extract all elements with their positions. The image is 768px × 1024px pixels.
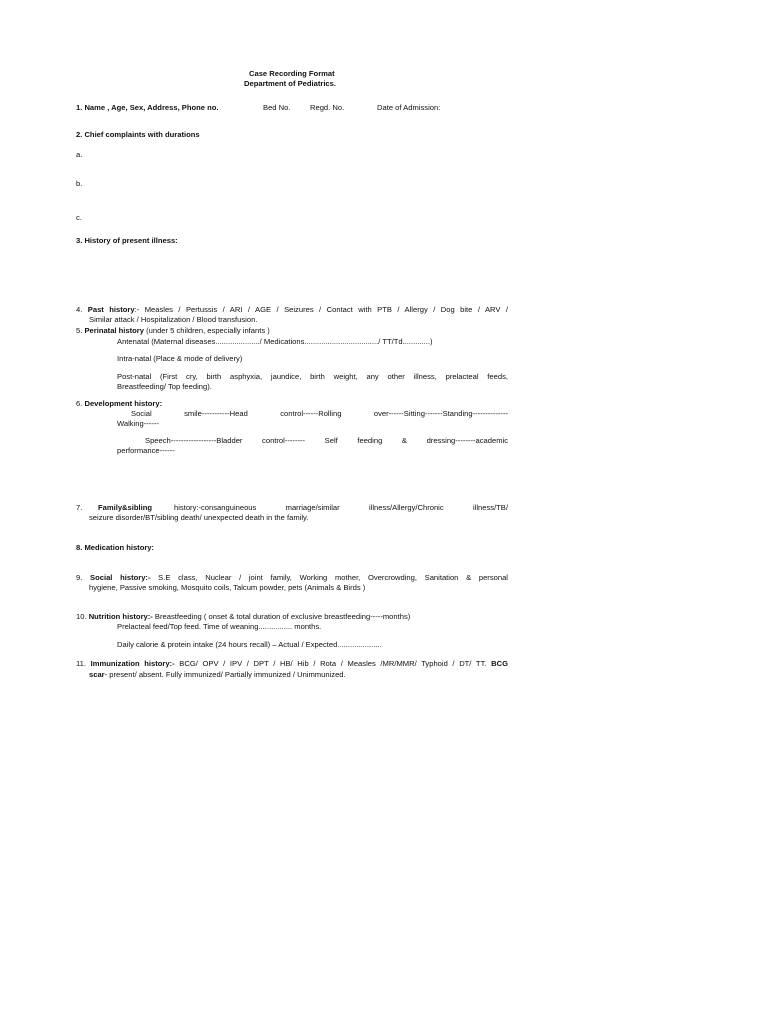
- immunization-history-line-1: [76, 659, 508, 669]
- immunization-history-line-2: [89, 670, 346, 680]
- section-6-number: 6.: [76, 399, 83, 408]
- nutrition-history-line-1: [76, 612, 410, 622]
- section-11-number: 11.: [76, 659, 86, 668]
- past-history-items: :- Measles / Pertussis / ARI / AGE / Seizures / Contact with PTB / Allergy / Dog bite / ARV /: [134, 305, 508, 314]
- regd-no-label: Regd. No.: [310, 103, 345, 112]
- nutrition-history-label: Nutrition history:-: [88, 612, 153, 621]
- family-history-line-2: seizure disorder/BT/sibling death/ unexpected death in the family.: [89, 513, 309, 522]
- section-3-label: 3. History of present illness:: [76, 236, 178, 245]
- perinatal-history-label: Perinatal history: [84, 326, 144, 335]
- department-title: Department of Pediatrics.: [244, 79, 336, 88]
- social-history-line-2: hygiene, Passive smoking, Mosquito coils, Talcum powder, pets (Animals & Birds ): [89, 583, 366, 592]
- family-history-line-1: history:-consanguineous marriage/similar illness/Allergy/Chronic illness/TB/: [174, 503, 508, 512]
- date-of-admission-label: Date of Admission:: [377, 103, 441, 112]
- section-4-number: 4.: [76, 305, 83, 314]
- complaint-b: b.: [76, 179, 83, 188]
- section-5-number: 5.: [76, 326, 83, 335]
- development-line-4: performance------: [117, 446, 175, 455]
- form-title: Case Recording Format: [249, 69, 335, 78]
- immunization-vaccines: BCG/ OPV / IPV / DPT / HB/ Hib / Rota / Measles /MR/MMR/ Typhoid / DT/ TT.: [174, 659, 487, 668]
- complaint-c: c.: [76, 213, 82, 222]
- postnatal-line-2: Breastfeeding/ Top feeding).: [117, 382, 212, 391]
- bcg-scar-label: scar: [89, 670, 105, 679]
- section-9-number: 9.: [76, 573, 83, 582]
- nutrition-history-line-3: Daily calorie & protein intake (24 hours recall) – Actual / Expected.....................: [117, 640, 382, 649]
- antenatal-line: Antenatal (Maternal diseases...................../ Medications.................................../ TT/Td.............): [117, 337, 433, 346]
- bed-no-label: Bed No.: [263, 103, 291, 112]
- social-history-line-1: [76, 573, 508, 583]
- development-line-1: Social smile-----------Head control------Rolling over------Sitting-------Standing--------------: [131, 409, 508, 418]
- section-10-number: 10.: [76, 612, 87, 621]
- development-line-3: Speech------------------Bladder control-------- Self feeding & dressing--------academic: [145, 436, 508, 445]
- past-history-line-1: [76, 305, 508, 315]
- past-history-label: Past history: [87, 305, 135, 314]
- family-history-label: Family&sibling: [98, 503, 153, 512]
- section-2-label: 2. Chief complaints with durations: [76, 130, 200, 139]
- section-1-label: 1. Name , Age, Sex, Address, Phone no.: [76, 103, 219, 112]
- social-history-label: Social history:-: [90, 573, 151, 582]
- past-history-line-2: Similar attack / Hospitalization / Blood transfusion.: [89, 315, 258, 324]
- development-history-heading: [76, 399, 162, 409]
- immunization-status: - present/ absent. Fully immunized/ Partially immunized / Unimmunized.: [104, 670, 346, 679]
- perinatal-history-note: (under 5 children, especially infants ): [143, 326, 270, 335]
- postnatal-line-1: Post-natal (First cry, birth asphyxia, jaundice, birth weight, any other illness, prelacteal feeds,: [117, 372, 508, 381]
- perinatal-history-heading: [76, 326, 270, 336]
- section-7-number: 7.: [76, 503, 83, 512]
- complaint-a: a.: [76, 150, 83, 159]
- section-8-label: 8. Medication history:: [76, 543, 155, 552]
- nutrition-history-breastfeeding: Breastfeeding ( onset & total duration of exclusive breastfeeding-----months): [152, 612, 411, 621]
- bcg-label: BCG: [491, 659, 509, 668]
- social-history-items: S.E class, Nuclear / joint family, Working mother, Overcrowding, Sanitation & personal: [150, 573, 508, 582]
- development-line-2: Walking------: [117, 419, 159, 428]
- immunization-history-label: Immunization history:-: [90, 659, 175, 668]
- development-history-label: Development history:: [84, 399, 163, 408]
- intranatal-line: Intra-natal (Place & mode of delivery): [117, 354, 243, 363]
- nutrition-history-line-2: Prelacteal feed/Top feed. Time of weaning................ months.: [117, 622, 322, 631]
